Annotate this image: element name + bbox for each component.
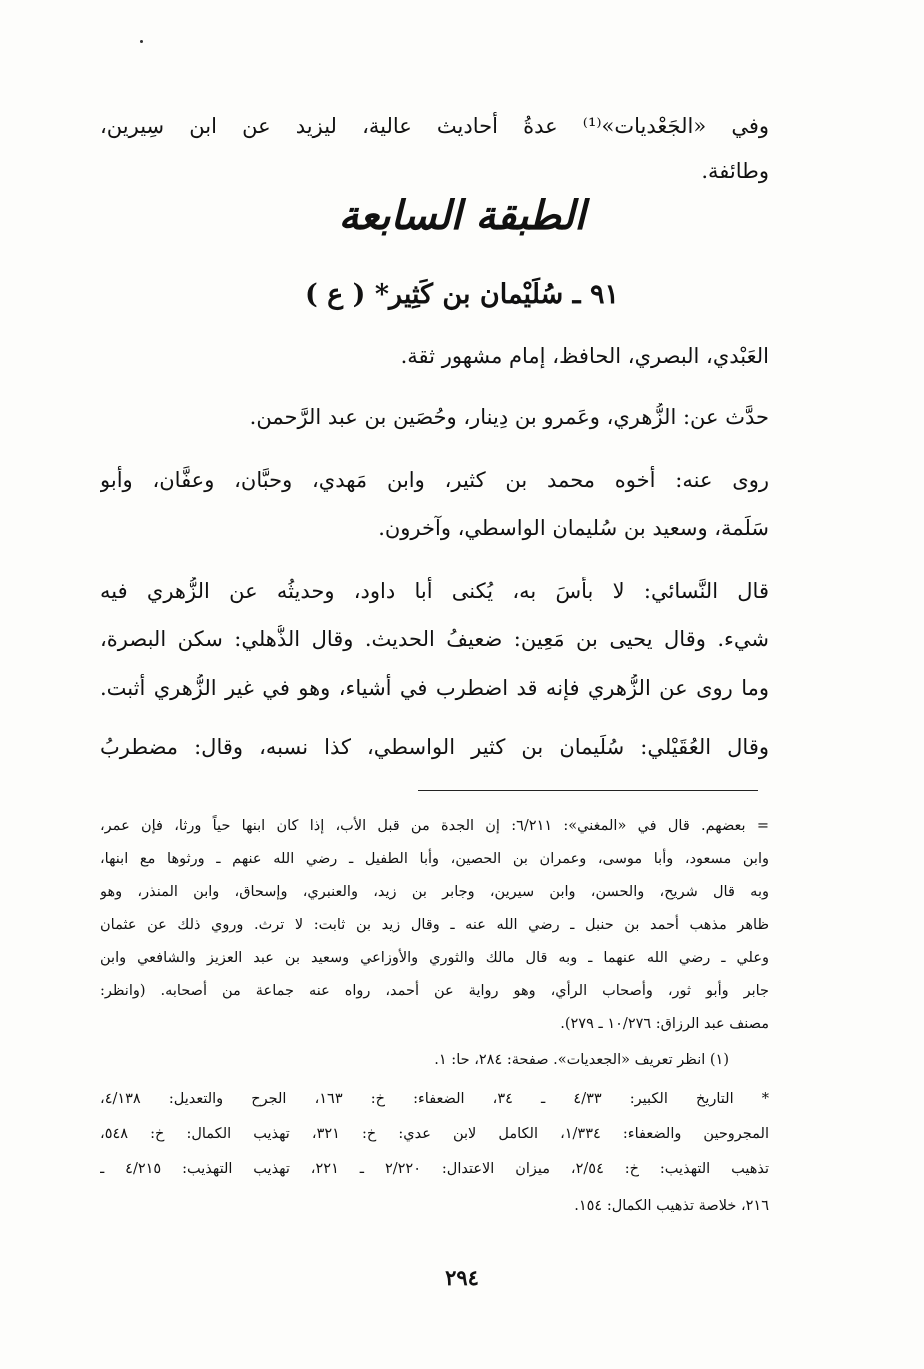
paragraph-line: حدَّث عن: الزُّهري، وعَمرو بن دِينار، وحُصَين بن عبد الرَّحمن.: [249, 405, 769, 429]
footnote-line: وعلي ـ رضي الله عنهما ـ وبه قال مالك والثوري والأوزاعي وسعيد بن عبد العزيز والشافعي وابن: [100, 950, 769, 966]
footnote-line: تذهيب التهذيب: خ: ٢/٥٤، ميزان الاعتدال: ٢/٢٢٠ ـ ٢٢١، تهذيب التهذيب: ٤/٢١٥ ـ: [100, 1161, 769, 1177]
entry-title: ٩١ ـ سُلَيْمان بن كَثِير* ( ع ): [305, 279, 619, 310]
footnote-line: * التاريخ الكبير: ٤/٣٣ ـ ٣٤، الضعفاء: خ: ١٦٣، الجرح والتعديل: ٤/١٣٨،: [100, 1091, 769, 1107]
paragraph-line: روى عنه: أخوه محمد بن كثير، وابن مَهدي، وحبَّان، وعفَّان، وأبو: [100, 468, 769, 492]
page-speck: [140, 40, 143, 43]
paragraph-line: قال النَّسائي: لا بأسَ به، يُكنى أبا داود، وحديثُه عن الزُّهري فيه: [100, 579, 769, 603]
footnote-line: المجروحين والضعفاء: ١/٣٣٤، الكامل لابن عدي: خ: ٣٢١، تهذيب الكمال: خ: ٥٤٨،: [100, 1126, 769, 1142]
body-line: وطائفة.: [701, 159, 769, 183]
footnote-line: مصنف عبد الرزاق: ١٠/٢٧٦ ـ ٢٧٩).: [560, 1016, 769, 1032]
footnote-line: = بعضهم. قال في «المغني»: ٦/٢١١: إن الجدة من قبل الأب، إذا كان ابنها حياً ورثا، فإن عمر،: [100, 818, 769, 834]
footnote-line: ظاهر مذهب أحمد بن حنبل ـ رضي الله عنه ـ وقال زيد بن ثابت: لا ترث. وروي ذلك عن عثمان: [100, 917, 769, 933]
paragraph-line: وما روى عن الزُّهري فإنه قد اضطرب في أشياء، وهو في غير الزُّهري أثبت.: [100, 676, 769, 700]
footnote-line: ٢١٦، خلاصة تذهيب الكمال: ١٥٤.: [574, 1198, 769, 1214]
section-title: الطبقة السابعة: [338, 192, 586, 239]
footnote-line: جابر وأبو ثور، وأصحاب الرأي، وهو رواية عن أحمد، رواه عنه جماعة من أصحابه. (وانظر:: [100, 983, 769, 999]
page-number: ٢٩٤: [445, 1265, 479, 1290]
paragraph-line: سَلَمة، وسعيد بن سُليمان الواسطي، وآخرون.: [378, 516, 769, 540]
footnote-separator: [418, 790, 758, 791]
footnote-line: وبه قال شريح، والحسن، وابن سيرين، وجابر بن زيد، والعنبري، وإسحاق، وابن المنذر، وهو: [100, 884, 769, 900]
body-line: وفي «الجَعْديات»⁽¹⁾ عدةُ أحاديث عالية، ليزيد عن ابن سِيرين،: [100, 114, 769, 138]
paragraph-line: وقال العُقَيْلي: سُلَيمان بن كثير الواسطي، كذا نسبه، وقال: مضطربُ: [100, 735, 769, 759]
footnote-line: (١) انظر تعريف «الجعديات». صفحة: ٢٨٤، حا: ١.: [434, 1052, 729, 1068]
paragraph-line: العَبْدي، البصري، الحافظ، إمام مشهور ثقة.: [400, 344, 769, 368]
paragraph-line: شيء. وقال يحيى بن مَعِين: ضعيفُ الحديث. وقال الذُّهلي: سكن البصرة،: [100, 627, 769, 651]
footnote-line: وابن مسعود، وأبا موسى، وعمران بن الحصين، وأبا الطفيل ـ رضي الله عنهم ـ ورثوها مع ابنها،: [100, 851, 769, 867]
